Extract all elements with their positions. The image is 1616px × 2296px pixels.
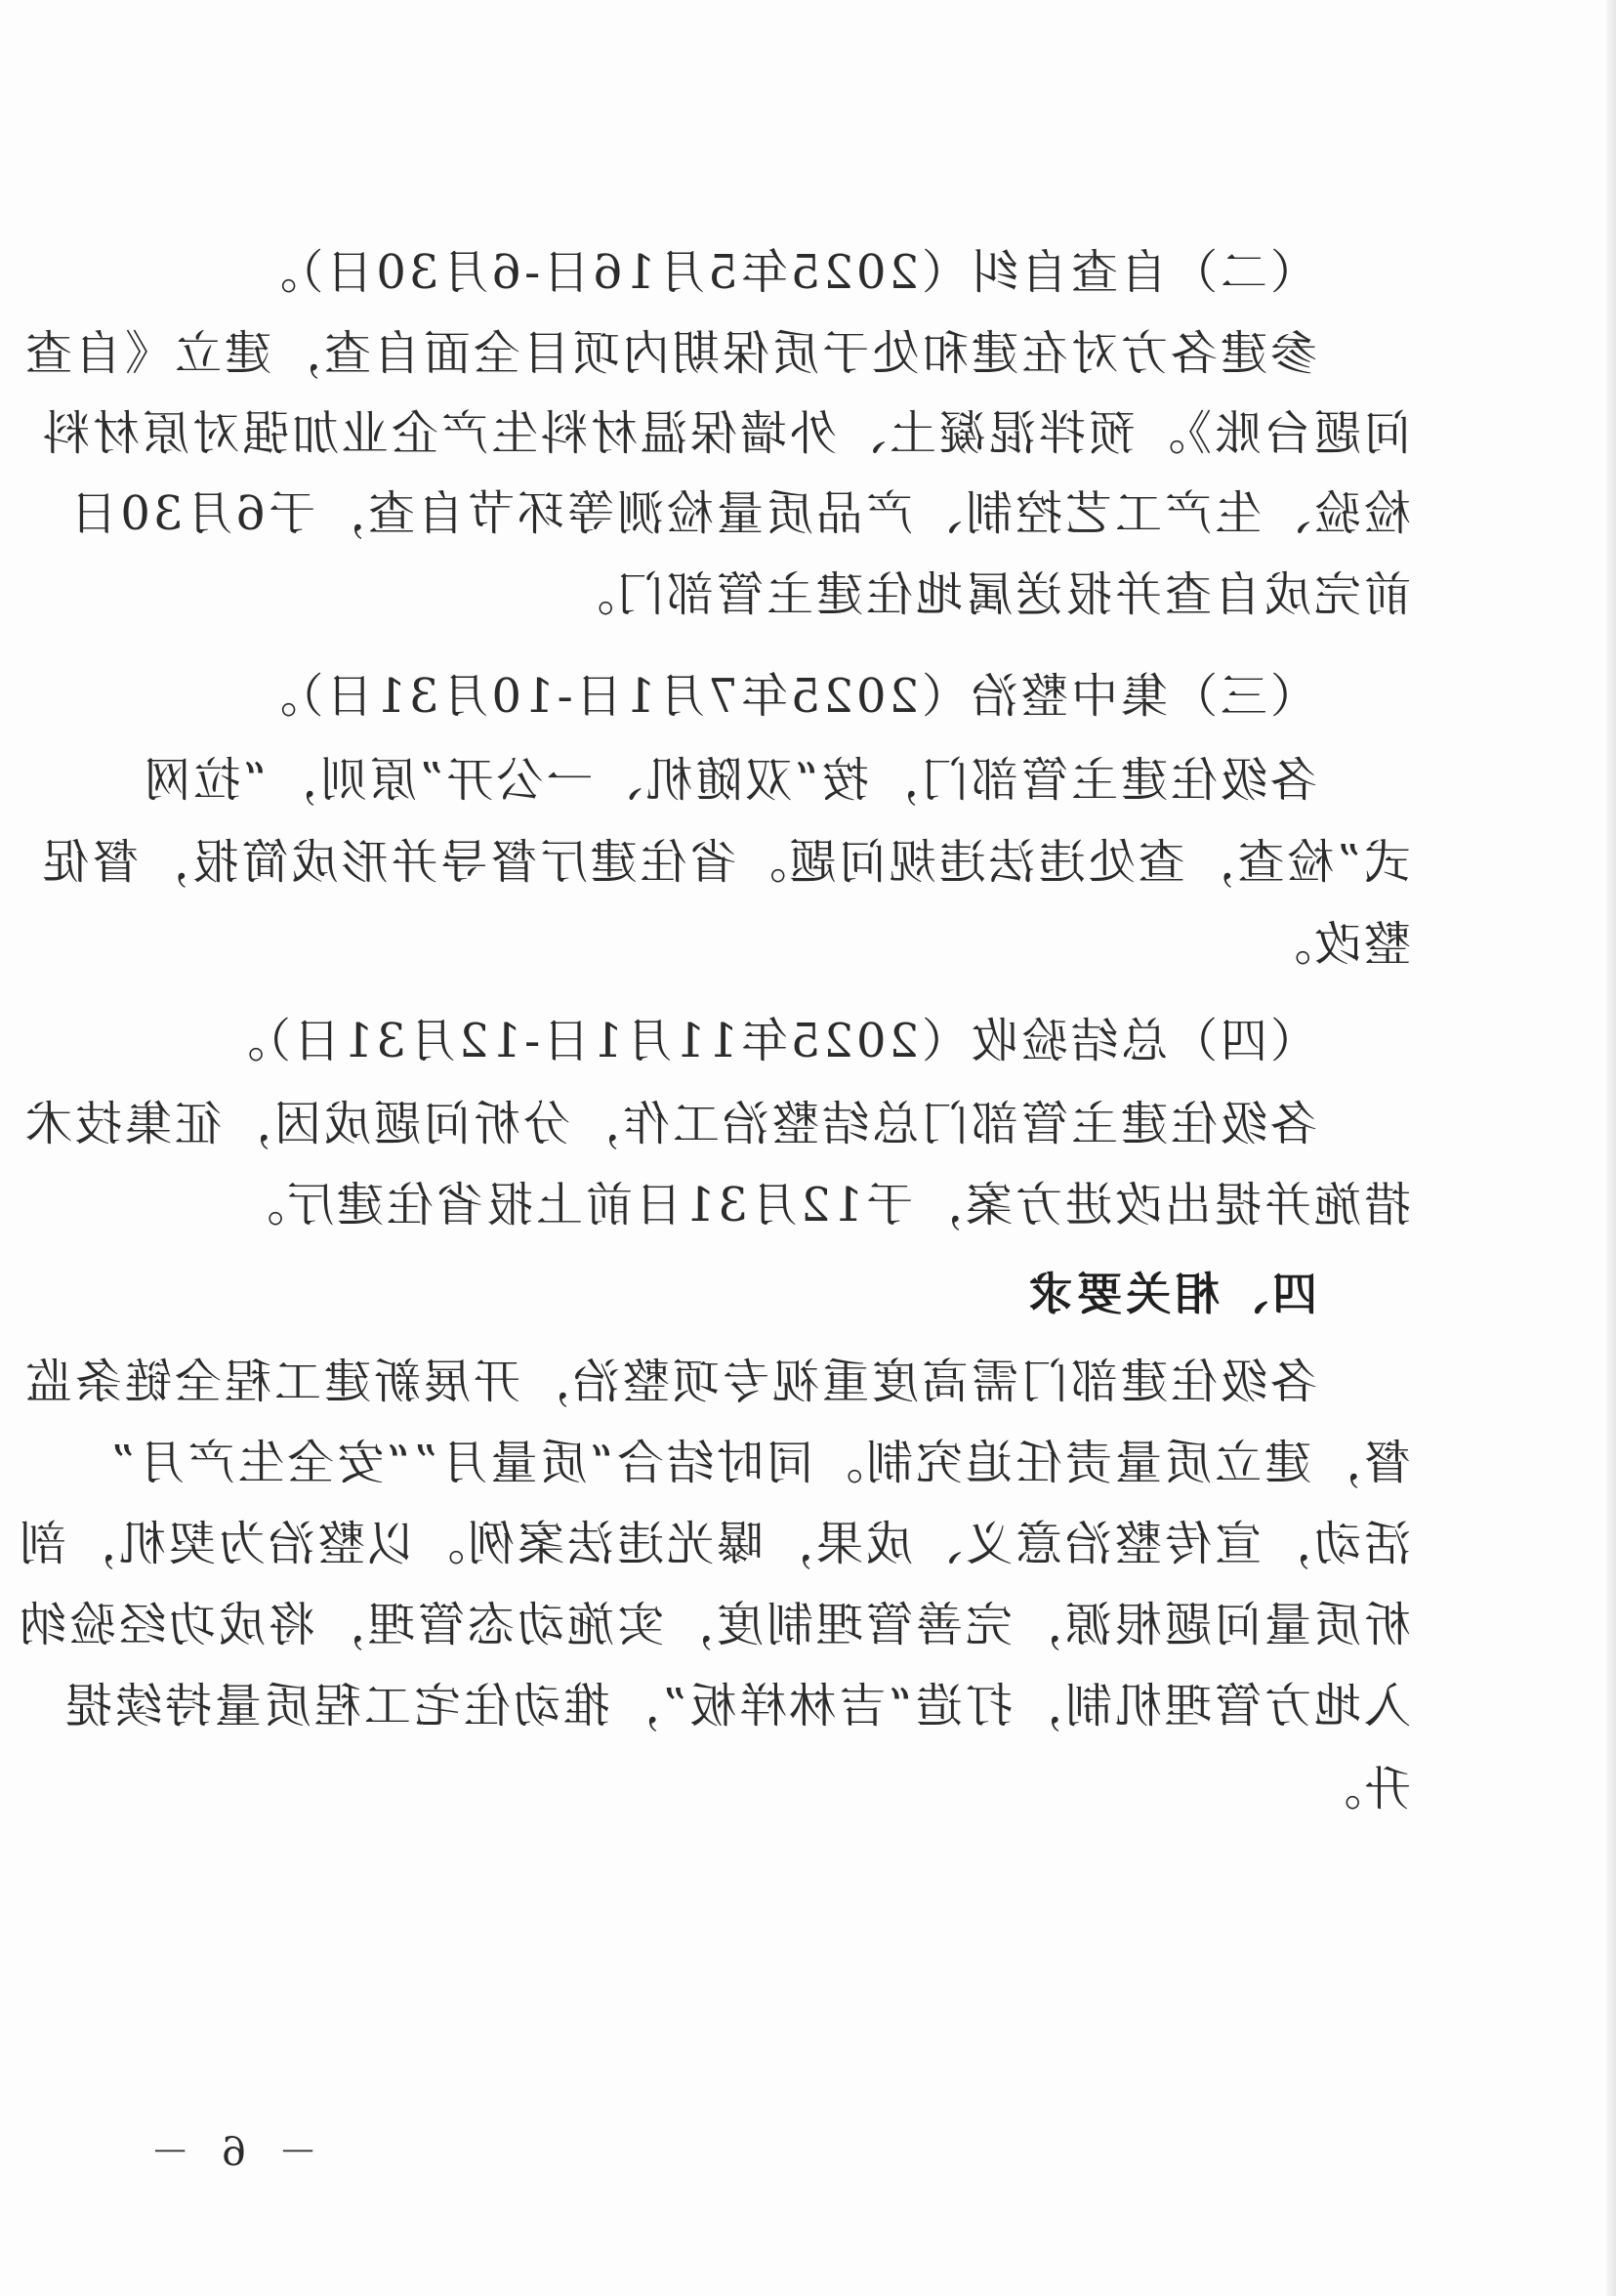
paragraph-line: 问题台账》。预拌混凝土、外墙保温材料生产企业加强对原材料	[39, 406, 1411, 461]
section-four-heading: （四）总结验收（2025年11月1日-12月31日）。	[214, 1014, 1317, 1068]
paragraph-line: 各级住建主管部门，按“双随机、一公开”原则，“拉网	[141, 753, 1317, 808]
paragraph-line: 参建各方对在建和处于质保期内项目全面自查，建立《自查	[21, 326, 1317, 381]
scan-edge-shadow	[1606, 0, 1616, 2296]
paragraph-line: 活动，宣传整治意义、成果，曝光违法案例。以整治为契机，剖	[16, 1517, 1411, 1571]
paragraph-line: 督，建立质量责任追究制。同时结合“质量月”“安全生产月”	[107, 1436, 1411, 1490]
paragraph-line: 措施并提出改进方案，于12月31日前上报省住建厅。	[233, 1178, 1411, 1232]
requirements-heading: 四、相关要求	[1024, 1268, 1317, 1320]
paragraph-line: 入地方管理机制，打造“吉林样板”，推动住宅工程质量持续提	[62, 1679, 1411, 1733]
paragraph-line: 式”检查，查处违法违规问题。省住建厅督导并形成简报，督促	[39, 835, 1411, 890]
page-number: － 6 －	[141, 2130, 317, 2175]
paragraph-line: 升。	[1310, 1762, 1411, 1816]
paragraph-line: 检验、生产工艺控制、产品质量检测等环节自查，于6月30日	[67, 486, 1411, 541]
paragraph-line: 各级住建部门需高度重视专项整治，开展新建工程全链条监	[21, 1355, 1317, 1409]
paragraph-line: 整改。	[1261, 917, 1411, 972]
paragraph-line: 各级住建主管部门总结整治工作，分析问题成因，征集技术	[21, 1097, 1317, 1151]
section-two-heading: （二）自查自纠（2025年5月16日-6月30日）。	[247, 245, 1317, 300]
paragraph-line: 前完成自查并报送属地住建主管部门。	[563, 567, 1411, 622]
paragraph-line: 析质量问题根源，完善管理制度，实施动态管理，将成功经验纳	[16, 1598, 1411, 1652]
section-three-heading: （三）集中整治（2025年7月1日-10月31日）。	[247, 669, 1317, 724]
